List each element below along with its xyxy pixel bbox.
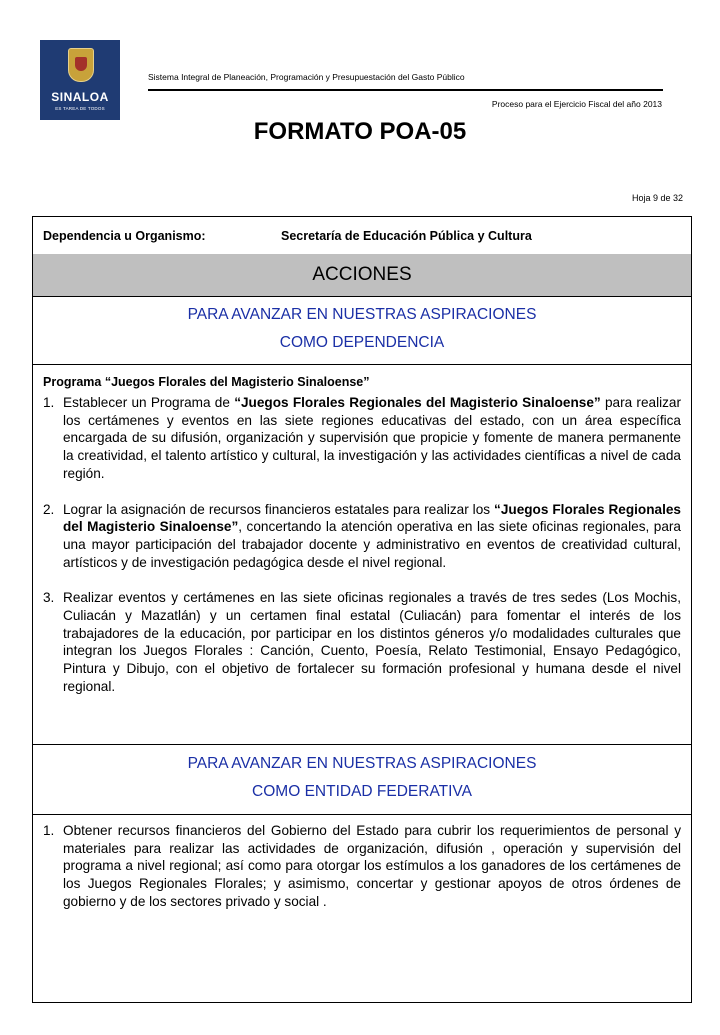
- item-text: Obtener recursos financieros del Gobierno del Estado para cubrir los requerimientos de personal y materiales para realizar las actividades de organización, difusión , operación y supervisión del programa a nivel regional; así como para otorgar los estímulos a los ganadores de los certámenes de los Juegos Regionales Florales; y asimismo, concertar y gestionar apoyos de otros órdenes de gobierno y de los sectores privado y social .: [63, 823, 681, 909]
- heading-line: COMO ENTIDAD FEDERATIVA: [252, 783, 472, 800]
- heading-line: PARA AVANZAR EN NUESTRAS ASPIRACIONES: [187, 755, 537, 772]
- actions-title: ACCIONES: [312, 264, 412, 285]
- item-number: 1.: [43, 395, 55, 410]
- dependency-actions-section: [33, 366, 691, 744]
- format-title: FORMATO POA-05: [253, 118, 467, 145]
- state-aspirations-heading: [33, 744, 691, 815]
- page-number: Hoja 9 de 32: [631, 193, 683, 203]
- item-text: Lograr la asignación de recursos financieros estatales para realizar los: [63, 501, 495, 517]
- logo-tagline: ES TAREA DE TODOS: [55, 106, 105, 111]
- heading-line: COMO DEPENDENCIA: [279, 334, 445, 351]
- logo-name: SINALOA: [51, 90, 109, 104]
- item-text: , concertando la atención operativa en las siete oficinas regionales, para una mayor participación del trabajador docente y administrativo en eventos de creatividad cultural, artísticos y de investigación pedagógica desde el nivel regional.: [63, 519, 681, 570]
- item-number: 3.: [43, 590, 55, 606]
- item-number: 2.: [43, 501, 55, 517]
- dependency-actions-list: [43, 394, 681, 714]
- list-item: [43, 394, 681, 483]
- coat-of-arms-icon: [68, 48, 94, 82]
- fiscal-year: Proceso para el Ejercicio Fiscal del año 2013: [491, 99, 662, 109]
- system-title: Sistema Integral de Planeación, Programación y Presupuestación del Gasto Público: [148, 72, 465, 82]
- sinaloa-logo: [40, 40, 120, 120]
- item-text: Realizar eventos y certámenes en las siete oficinas regionales a través de tres sedes (Los Mochis, Culiacán y Mazatlán) y un certamen final estatal (Culiacán) para fomentar el interés de los trabajadores de la educación, por participar en los distintos géneros y/o modalidades culturales que integran los Juegos Florales : Canción, Cuento, Poesía, Relato Testimonial, Ensayo Pedagógico, Pintura y Dibujo, con el objetivo de fortalecer su formación profesional y humana desde el nivel regional.: [63, 590, 681, 694]
- list-item: [43, 501, 681, 572]
- list-item: [43, 822, 681, 911]
- dependency-row: [33, 217, 691, 255]
- program-title: Programa “Juegos Florales del Magisterio Sinaloense”: [43, 375, 370, 389]
- item-number: 1.: [43, 823, 55, 838]
- dependency-value: Secretaría de Educación Pública y Cultura: [281, 229, 532, 243]
- form-frame: [32, 216, 692, 1003]
- state-actions-list: [43, 822, 681, 929]
- dependency-label: Dependencia u Organismo:: [43, 229, 206, 243]
- header-divider: [148, 89, 663, 91]
- item-bold-text: “Juegos Florales Regionales del Magisterio Sinaloense”: [63, 501, 681, 535]
- actions-header: [33, 254, 691, 297]
- dependency-aspirations-heading: [33, 297, 691, 365]
- heading-line: PARA AVANZAR EN NUESTRAS ASPIRACIONES: [187, 306, 537, 323]
- item-bold-text: “Juegos Florales Regionales del Magisterio Sinaloense”: [234, 395, 601, 410]
- item-text: para realizar los certámenes y eventos en las siete regiones educativas del estado, con un área específica encargada de su difusión, organización y supervisión que propicie y fomente de manera permanente la creatividad, el talento artístico y cultural, la investigación y las actividades científicas a nivel de cada región.: [63, 395, 681, 481]
- item-text: Establecer un Programa de: [63, 395, 235, 410]
- list-item: [43, 589, 681, 695]
